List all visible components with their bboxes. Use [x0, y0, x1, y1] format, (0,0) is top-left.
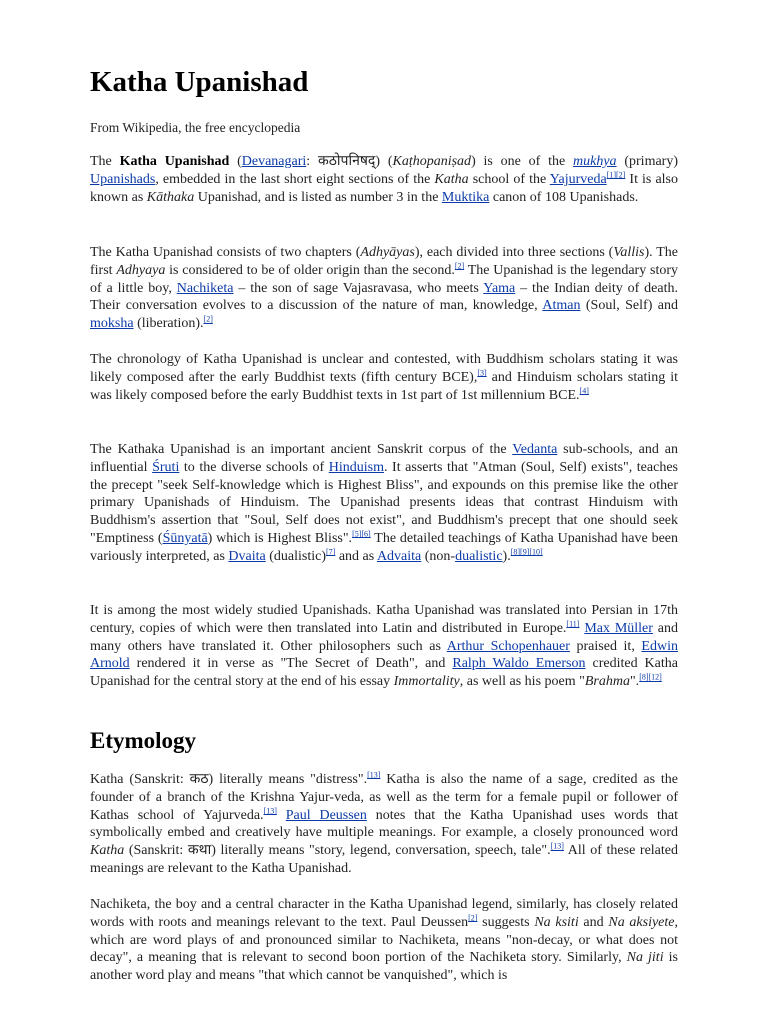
text: (primary)	[616, 154, 678, 169]
text: : कठोपनिषद्) (	[306, 154, 393, 169]
intro-paragraph-4	[90, 441, 678, 566]
text: (	[229, 154, 242, 169]
link-hinduism[interactable]: Hinduism	[328, 459, 384, 475]
link-emerson[interactable]: Ralph Waldo Emerson	[452, 656, 586, 672]
text: , as well as his poem "	[459, 674, 585, 690]
citation-link[interactable]: [8][12]	[639, 672, 662, 682]
text: The chronology of Katha Upanishad is unclear and contested, with Buddhism scholars stating it was likely composed after the early Buddhist texts (fifth century BCE),	[90, 352, 678, 385]
text: The Kathaka Upanishad is an important ancient Sanskrit corpus of the	[90, 442, 513, 457]
text: – the Indian deity of death. Their conversation evolves to a discussion of the nature of man, knowledge,	[90, 280, 678, 314]
link-muktika[interactable]: Muktika	[441, 189, 490, 205]
text: ) is one of the	[471, 154, 574, 169]
link-sruti[interactable]: Śruti	[152, 459, 180, 475]
text: (dualistic)	[265, 548, 326, 564]
intro-paragraph-5	[90, 602, 678, 691]
bold-title: Katha Upanishad	[119, 154, 230, 169]
italic-term: Na jiti	[626, 950, 664, 966]
text: ). The first	[90, 245, 678, 278]
italic-term: Katha	[90, 843, 125, 859]
citation-link[interactable]: [2]	[454, 261, 465, 271]
text: and	[578, 914, 609, 930]
citation-link[interactable]: [8][9][10]	[510, 547, 543, 557]
italic-term: Na aksiyete	[608, 914, 675, 930]
link-moksha[interactable]: moksha	[90, 316, 134, 332]
text: The Upanishad is the legendary story of a little boy,	[90, 262, 678, 296]
italic-term: Immortality	[393, 674, 460, 690]
text: ".	[629, 674, 640, 690]
text: canon of 108 Upanishads.	[489, 189, 639, 205]
text: , which are word plays of and pronounced similar to Nachiketa, means "non-decay, or what does not decay", a meaning that is relevant to second boon portion of the Nachiketa story. Similarly,	[90, 914, 679, 966]
link-yajurveda[interactable]: Yajurveda	[549, 171, 607, 187]
italic-term: Vallis	[613, 245, 645, 260]
text: . It asserts that "Atman (Soul, Self) exists", teaches the precept "seek Self-knowledge which is Highest Bliss", and expounds on this premise like the other primary Upanishads of Hinduism. The Upanishad presents ideas that contrast Hinduism with Buddhism's assertion that "Soul, Self does not exist", and Buddhism's precept that one should seek "Emptiness (	[90, 459, 678, 546]
text: The Katha Upanishad consists of two chapters (	[90, 245, 361, 260]
text: (Soul, Self) and	[580, 298, 678, 314]
italic-term: Katha	[434, 171, 469, 187]
link-advaita[interactable]: Advaita	[376, 548, 422, 564]
citation-link[interactable]: [2]	[203, 314, 213, 324]
italic-term: Adhyāyas	[360, 245, 415, 260]
link-devanagari[interactable]: Devanagari	[241, 154, 307, 169]
text	[277, 808, 286, 823]
text: notes that the Katha Upanishad uses words that symbolically embed and creatively have multiple meanings. For example, a closely pronounced word	[90, 807, 678, 841]
text: is considered to be of older origin than the second.	[165, 262, 455, 278]
text: credited Katha Upanishad for the central story at the end of his essay	[90, 656, 678, 690]
text: and many others have translated it. Other philosophers such as	[90, 620, 679, 654]
text: The detailed teachings of Katha Upanishad have been variously interpreted, as	[90, 530, 679, 564]
text: praised it,	[569, 638, 642, 654]
citation-link[interactable]: [13]	[263, 805, 277, 815]
text: , embedded in the last short eight sections of the	[155, 171, 435, 187]
link-vedanta[interactable]: Vedanta	[512, 442, 558, 457]
link-max-muller[interactable]: Max Müller	[584, 620, 653, 636]
section-heading-etymology: Etymology	[90, 728, 197, 753]
site-tagline: From Wikipedia, the free encyclopedia	[90, 120, 301, 135]
text: Upanishad, and is listed as number 3 in the	[194, 189, 442, 205]
link-upanishads[interactable]: Upanishads	[90, 171, 156, 187]
link-dvaita[interactable]: Dvaita	[228, 548, 266, 564]
text: school of the	[468, 171, 550, 187]
citation-link[interactable]: [1][2]	[606, 170, 626, 180]
text: and Hinduism scholars stating it was likely composed before the early Buddhist texts in 1st part of 1st millennium BCE.	[90, 369, 678, 403]
citation-link[interactable]: [4]	[579, 385, 589, 395]
citation-link[interactable]: [13]	[367, 770, 381, 780]
citation-link[interactable]: [13]	[550, 841, 564, 851]
text: Katha (Sanskrit: कठ) literally means "distress".	[90, 772, 368, 787]
page-title: Katha Upanishad	[90, 66, 309, 98]
text: and as	[335, 548, 377, 564]
link-dualistic[interactable]: dualistic	[455, 548, 503, 564]
etymology-paragraph-2	[90, 896, 678, 985]
text: All of these related meanings are relevant to the Katha Upanishad.	[90, 843, 678, 876]
citation-link[interactable]: [2]	[468, 913, 478, 923]
citation-link[interactable]: [7]	[326, 547, 336, 557]
italic-term: Kāthaka	[146, 189, 195, 205]
text: ), each divided into three sections (	[414, 245, 614, 260]
text: is another word play and means "that which cannot be vanquished", which is	[90, 950, 678, 984]
link-edwin-arnold[interactable]: Edwin Arnold	[90, 638, 678, 672]
text: ) which is Highest Bliss".	[207, 530, 353, 546]
link-mukhya[interactable]: mukhya	[573, 154, 617, 169]
text: Katha is also the name of a sage, credited as the founder of a branch of the Krishna Yajur-veda, as well as the term for a female pupil or follower of Kathas school of Yajurveda.	[90, 772, 679, 823]
etymology-paragraph-1	[90, 771, 678, 878]
link-nachiketa[interactable]: Nachiketa	[176, 280, 234, 296]
citation-link[interactable]: [5][6]	[352, 529, 371, 539]
text: The	[90, 154, 120, 169]
citation-link[interactable]: [11]	[566, 619, 580, 629]
link-paul-deussen[interactable]: Paul Deussen	[285, 807, 367, 823]
text: (non-	[421, 548, 456, 564]
citation-link[interactable]: [3]	[477, 368, 487, 378]
text: It is also known as	[90, 171, 678, 205]
text: sub-schools, and an influential	[90, 442, 679, 475]
text: to the diverse schools of	[179, 459, 329, 475]
italic-term: Kaṭhopaniṣad	[392, 154, 472, 169]
link-schopenhauer[interactable]: Arthur Schopenhauer	[446, 638, 570, 654]
italic-term: Adhyaya	[116, 262, 166, 278]
text: (Sanskrit: कथा) literally means "story, legend, conversation, speech, tale".	[124, 843, 551, 859]
intro-paragraph-2	[90, 244, 678, 333]
text: ).	[502, 548, 511, 564]
italic-term: Brahma	[584, 674, 630, 690]
text: (liberation).	[133, 316, 204, 332]
link-sunyata[interactable]: Śūnyatā	[162, 530, 208, 546]
text: suggests	[477, 914, 535, 930]
text: rendered it in verse as "The Secret of Death", and	[129, 656, 453, 672]
text: – the son of sage Vajasravasa, who meets	[233, 280, 484, 296]
link-atman[interactable]: Atman	[542, 298, 581, 314]
italic-term: Na ksiti	[534, 914, 579, 930]
intro-paragraph-3	[90, 351, 678, 404]
link-yama[interactable]: Yama	[483, 280, 516, 296]
text: It is among the most widely studied Upanishads. Katha Upanishad was translated into Persian in 17th century, copies of which were then translated into Latin and distributed in Europe.	[90, 603, 678, 636]
intro-paragraph-1	[90, 153, 678, 206]
text: Nachiketa, the boy and a central character in the Katha Upanishad legend, similarly, has closely related words with roots and meanings relevant to the text. Paul Deussen	[90, 897, 678, 930]
